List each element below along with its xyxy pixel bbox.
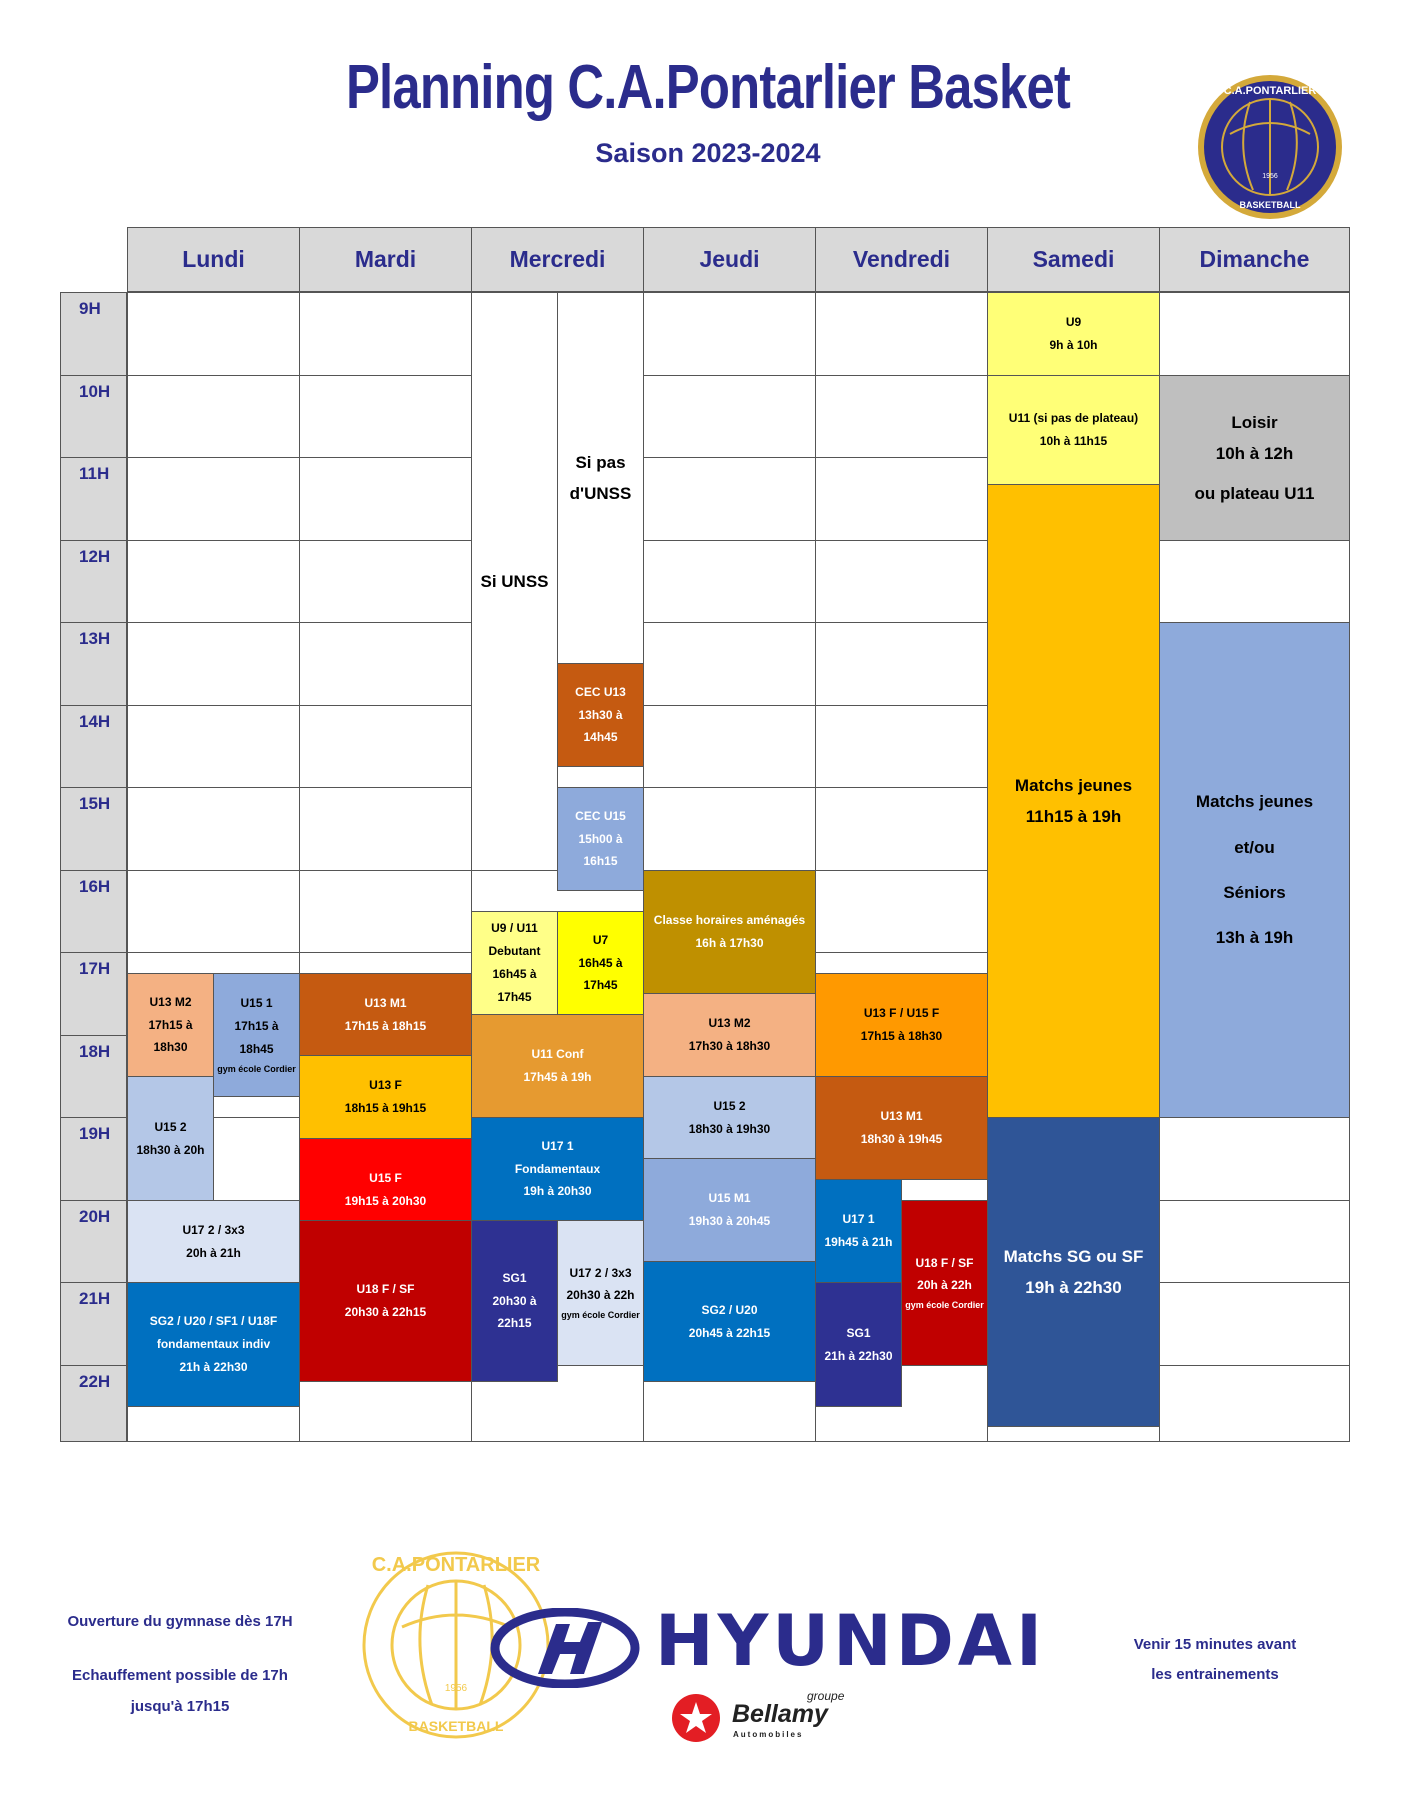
block-line: U13 F: [369, 1078, 402, 1093]
block-line: 10h à 12h: [1215, 444, 1294, 464]
block-line: 20h à 22h: [917, 1278, 972, 1293]
block-line: 19h30 à 20h45: [688, 1214, 771, 1228]
block-line: 20h30 à 22h15: [492, 1293, 537, 1331]
block-line: U13 F / U15 F: [863, 1006, 940, 1021]
block-mon-u13m2: [127, 973, 214, 1077]
day-header-4: Vendredi: [815, 227, 988, 292]
grid-cell: [643, 457, 816, 541]
block-tue-u18f: [299, 1220, 472, 1382]
footer-arrive: Venir 15 minutes avant: [1133, 1636, 1297, 1653]
grid-cell: [127, 705, 300, 789]
block-line: Loisir: [1231, 412, 1278, 432]
day-header-5: Samedi: [987, 227, 1160, 292]
block-wed-cec-u15: [557, 787, 644, 891]
block-line: 16h à 17h30: [695, 936, 764, 950]
grid-cell: [643, 292, 816, 376]
hour-label-10: 19H: [60, 1117, 127, 1201]
logo-bottom-top-text: C.A.PONTARLIER: [371, 1554, 541, 1576]
block-line: U15 M1: [708, 1191, 751, 1206]
block-line: SG2 / U20: [701, 1302, 758, 1317]
block-line: U9 / U11: [491, 921, 538, 936]
block-line: Fondamentaux: [514, 1161, 601, 1176]
block-line: ou plateau U11: [1194, 483, 1315, 503]
block-sun-loisir: [1159, 375, 1350, 541]
block-line: 16h45 à 17h45: [492, 967, 537, 1004]
block-line: 11h15 à 19h: [1025, 807, 1122, 826]
grid-cell: [299, 540, 472, 624]
hour-label-5: 14H: [60, 705, 127, 789]
footer-left: [50, 1612, 310, 1717]
block-line: SG1: [846, 1325, 871, 1340]
grid-cell: [643, 540, 816, 624]
grid-cell: [1159, 540, 1350, 624]
hour-label-13: 22H: [60, 1365, 127, 1442]
day-header-3: Jeudi: [643, 227, 816, 292]
block-line: 13h à 19h: [1215, 928, 1294, 948]
grid-cell: [299, 457, 472, 541]
block-line: 18h15 à 19h15: [344, 1101, 427, 1115]
block-line: U15 2: [154, 1119, 187, 1134]
block-sun-matchs: [1159, 622, 1350, 1118]
block-line: Classe horaires aménagés: [653, 913, 806, 928]
block-wed-cec-u13: [557, 663, 644, 767]
block-line: 9h à 10h: [1049, 338, 1098, 352]
grid-cell: [299, 375, 472, 459]
block-line: U13 M1: [880, 1109, 923, 1124]
block-mon-sg2: [127, 1282, 300, 1407]
day-header-1: Mardi: [299, 227, 472, 292]
block-wed-u7: [557, 911, 644, 1015]
block-fri-u13m1: [815, 1076, 988, 1180]
block-line: 20h45 à 22h15: [688, 1325, 771, 1340]
hour-label-11: 20H: [60, 1200, 127, 1284]
hour-label-9: 18H: [60, 1035, 127, 1119]
block-line: U17 1: [842, 1212, 875, 1227]
block-sat-matchs-sg: [987, 1117, 1160, 1427]
block-line: SG2 / U20 / SF1 / U18F: [149, 1314, 278, 1329]
block-line: Matchs jeunes: [1014, 775, 1133, 795]
block-sat-matchs-jeunes: [987, 484, 1160, 1118]
logo-bottom-text: BASKETBALL: [1239, 200, 1301, 210]
block-thu-u15m1: [643, 1158, 816, 1262]
hour-label-8: 17H: [60, 952, 127, 1036]
block-wed-pas-unss: [557, 292, 644, 664]
block-fri-u171: [815, 1179, 902, 1283]
page-title: Planning C.A.Pontarlier Basket: [345, 53, 1071, 122]
block-line: 17h45 à 19h: [523, 1070, 592, 1084]
logo-bottom-year: 1956: [444, 1683, 468, 1694]
block-wed-u11conf: [471, 1014, 644, 1118]
grid-cell: [127, 540, 300, 624]
grid-cell: [299, 292, 472, 376]
block-line: U13 M2: [149, 994, 192, 1009]
season-subtitle: Saison 2023-2024: [595, 138, 821, 168]
bellamy-groupe: groupe: [807, 1689, 845, 1703]
block-line: 17h15 à 18h45: [234, 1019, 279, 1056]
block-line: U17 2 / 3x3: [569, 1265, 632, 1280]
block-line: 16h45 à 17h45: [578, 955, 623, 993]
block-wed-u172: [557, 1220, 644, 1366]
block-line: 19h15 à 20h30: [344, 1194, 427, 1208]
bellamy-automobiles: Automobiles: [733, 1730, 804, 1739]
block-line: SG1: [502, 1270, 527, 1285]
grid-cell: [1159, 1365, 1350, 1442]
block-line: U15 2: [713, 1098, 746, 1113]
block-line: U11 Conf: [531, 1047, 584, 1062]
grid-cell: [815, 622, 988, 706]
day-header-6: Dimanche: [1159, 227, 1350, 292]
grid-cell: [643, 375, 816, 459]
grid-cell: [1159, 292, 1350, 376]
block-wed-u9-u11: [471, 911, 558, 1015]
block-line: 20h30 à 22h15: [344, 1305, 427, 1319]
block-thu-classe: [643, 870, 816, 994]
logo-bottom-bottom-text: BASKETBALL: [408, 1718, 504, 1734]
block-line: 13h30 à 14h45: [578, 707, 623, 745]
block-line: 17h15 à 18h30: [860, 1029, 943, 1043]
footer-warmup-end: jusqu'à 17h15: [130, 1697, 230, 1715]
block-line: U13 M1: [364, 995, 407, 1010]
footer-opening: Ouverture du gymnase dès 17H: [67, 1613, 293, 1630]
block-line: gym école Cordier: [217, 1063, 296, 1074]
block-line: U11 (si pas de plateau): [1008, 411, 1139, 426]
block-line: Matchs SG ou SF: [1003, 1246, 1144, 1266]
block-wed-sg1: [471, 1220, 558, 1382]
block-line: 19h à 22h30: [1025, 1278, 1122, 1297]
block-thu-sg2: [643, 1261, 816, 1382]
block-line: U13 M2: [708, 1016, 751, 1031]
hour-label-7: 16H: [60, 870, 127, 954]
block-thu-u152: [643, 1076, 816, 1159]
footer-arrive-2: les entrainements: [1151, 1666, 1279, 1683]
hour-label-6: 15H: [60, 787, 127, 871]
block-line: et/ou: [1234, 837, 1275, 857]
block-line: 21h à 22h30: [824, 1348, 893, 1363]
block-line: CEC U15: [575, 808, 626, 823]
grid-cell: [643, 622, 816, 706]
grid-cell: [1159, 1282, 1350, 1366]
block-line: 18h30 à 20h: [136, 1142, 205, 1157]
block-line: 18h30 à 19h45: [860, 1132, 943, 1146]
grid-cell: [1159, 1200, 1350, 1284]
block-line: gym école Cordier: [905, 1300, 984, 1311]
grid-cell: [127, 870, 300, 954]
block-line: Séniors: [1223, 883, 1286, 902]
hyundai-emblem-icon: [490, 1608, 640, 1688]
hour-label-1: 10H: [60, 375, 127, 459]
grid-cell: [299, 870, 472, 954]
block-mon-u172: [127, 1200, 300, 1283]
grid-cell: [815, 870, 988, 954]
block-line: 17h15 à 18h15: [344, 1018, 427, 1033]
hour-label-2: 11H: [60, 457, 127, 541]
grid-cell: [299, 622, 472, 706]
hour-label-0: 9H: [60, 292, 127, 376]
hour-label-3: 12H: [60, 540, 127, 624]
grid-cell: [127, 375, 300, 459]
grid-cell: [299, 705, 472, 789]
block-mon-u151: [213, 973, 300, 1097]
block-line: 19h45 à 21h: [824, 1235, 893, 1249]
block-line: 18h30 à 19h30: [688, 1121, 771, 1136]
block-tue-u13m1: [299, 973, 472, 1056]
hour-label-4: 13H: [60, 622, 127, 706]
block-line: Debutant: [488, 944, 541, 959]
block-line: U17 2 / 3x3: [182, 1222, 245, 1237]
grid-cell: [127, 457, 300, 541]
block-wed-unss: [471, 292, 558, 871]
block-line: 17h30 à 18h30: [688, 1039, 771, 1053]
footer-warmup: Echauffement possible de 17h: [72, 1667, 288, 1685]
day-header-0: Lundi: [127, 227, 300, 292]
grid-cell: [815, 540, 988, 624]
block-fri-u18f: [901, 1200, 988, 1366]
grid-cell: [815, 375, 988, 459]
block-sat-u11: [987, 375, 1160, 485]
grid-cell: [127, 292, 300, 376]
block-line: 19h à 20h30: [523, 1184, 592, 1199]
grid-cell: [127, 787, 300, 871]
block-line: Si UNSS: [480, 571, 549, 591]
block-fri-sg1: [815, 1282, 902, 1407]
grid-cell: [643, 705, 816, 789]
hour-label-12: 21H: [60, 1282, 127, 1366]
bellamy-name: Bellamy: [732, 1700, 828, 1728]
grid-cell: [127, 622, 300, 706]
logo-top-text: C.A.PONTARLIER: [1223, 85, 1317, 97]
grid-cell: [815, 787, 988, 871]
block-tue-u13f: [299, 1055, 472, 1139]
block-line: U9: [1065, 315, 1082, 330]
grid-cell: [815, 705, 988, 789]
block-fri-u13f: [815, 973, 988, 1077]
block-wed-u171: [471, 1117, 644, 1221]
block-line: 17h15 à 18h30: [148, 1017, 193, 1055]
grid-cell: [299, 787, 472, 871]
block-line: U15 1: [240, 996, 273, 1011]
grid-cell: [643, 787, 816, 871]
block-line: U18 F / SF: [915, 1255, 974, 1270]
grid-cell: [815, 457, 988, 541]
footer-right: [1100, 1630, 1330, 1690]
block-line: U18 F / SF: [356, 1282, 415, 1297]
block-line: Si pas: [575, 452, 626, 472]
grid-cell: [1159, 1117, 1350, 1201]
block-line: 20h30 à 22h: [566, 1288, 635, 1303]
block-sat-u9: [987, 292, 1160, 376]
block-mon-u152: [127, 1076, 214, 1201]
club-logo: [1195, 72, 1345, 222]
logo-year: 1956: [1262, 173, 1278, 180]
block-line: U17 1: [541, 1138, 574, 1153]
grid-cell: [815, 292, 988, 376]
block-line: gym école Cordier: [561, 1310, 640, 1321]
block-line: 15h00 à 16h15: [578, 831, 623, 869]
block-line: d'UNSS: [569, 484, 632, 503]
block-thu-u13m2: [643, 993, 816, 1077]
hyundai-wordmark: HYUNDAI: [655, 1600, 1047, 1682]
block-line: Matchs jeunes: [1195, 792, 1314, 812]
day-header-2: Mercredi: [471, 227, 644, 292]
block-line: U15 F: [369, 1171, 402, 1186]
block-line: fondamentaux indiv: [156, 1337, 271, 1352]
block-line: 20h à 21h: [186, 1245, 241, 1260]
block-line: 10h à 11h15: [1039, 434, 1108, 448]
block-line: 21h à 22h30: [179, 1359, 248, 1374]
block-line: U7: [592, 932, 609, 947]
block-line: CEC U13: [575, 684, 626, 699]
